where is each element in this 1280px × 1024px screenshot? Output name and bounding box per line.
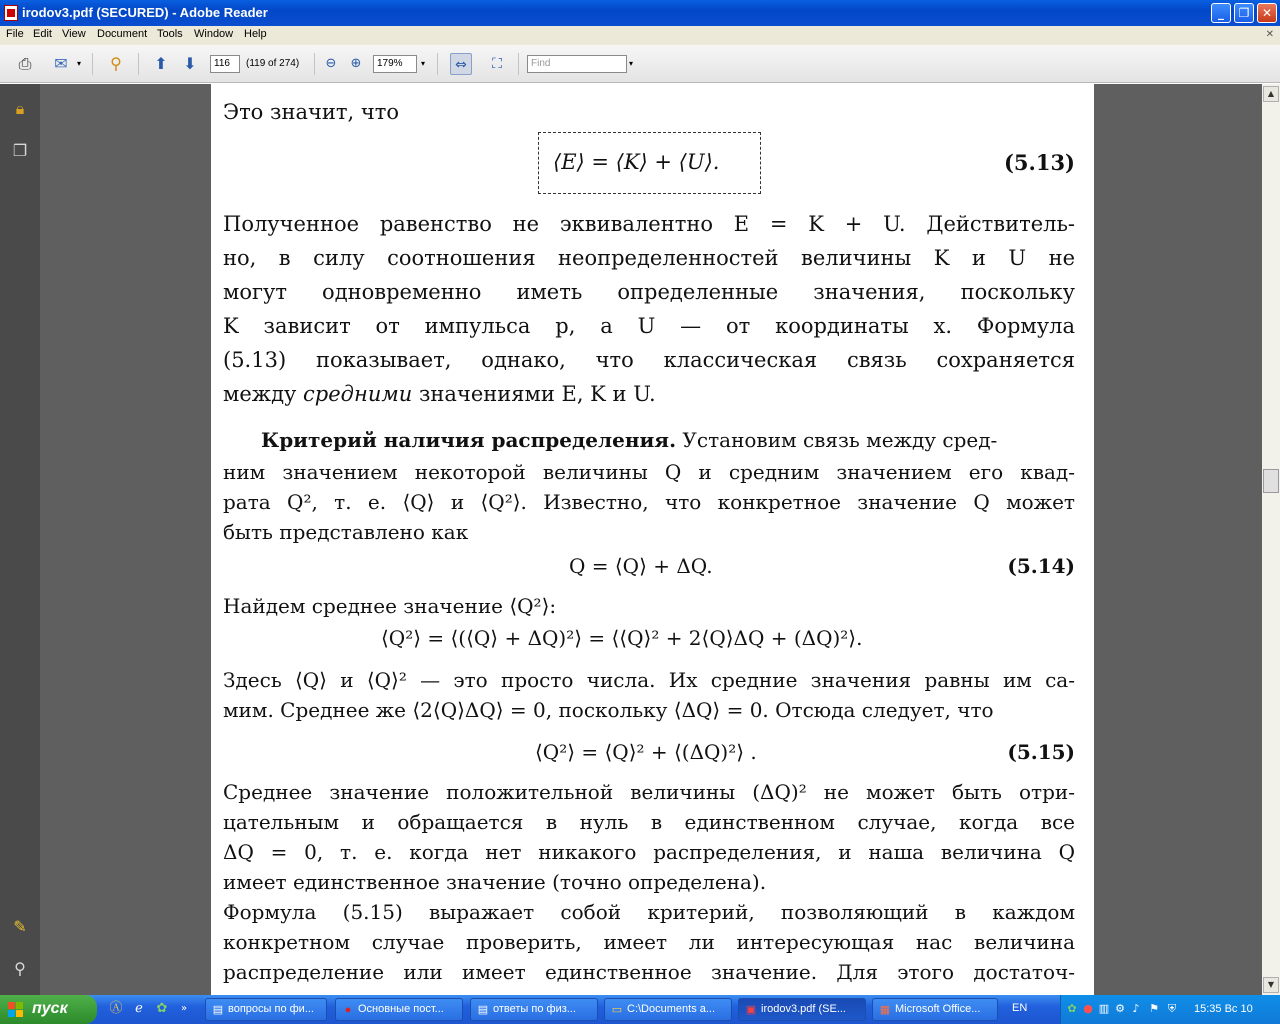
language-indicator[interactable]: EN	[1012, 1002, 1028, 1014]
ie-icon[interactable]: ℯ	[135, 1001, 143, 1016]
taskbar-item[interactable]	[335, 998, 463, 1021]
lock-icon[interactable]: 🔒︎	[15, 99, 25, 118]
toolbar-separator	[314, 53, 315, 75]
equation-5-15: ⟨Q²⟩ = ⟨Q⟩² + ⟨(ΔQ)²⟩ .	[535, 740, 757, 764]
menu-view[interactable]: View	[62, 28, 86, 40]
text-line	[223, 382, 1075, 406]
find-input[interactable]: Find	[527, 55, 627, 73]
icq-icon[interactable]: ✿	[156, 1001, 168, 1016]
menu-window[interactable]: Window	[194, 28, 234, 40]
text-span: Установим связь между сред-	[676, 428, 998, 452]
text-line: Полученное равенство не эквивалентно E = K + U. Действитель-	[223, 212, 1075, 236]
text-line: могут одновременно иметь определенные значения, поскольку	[223, 280, 1075, 304]
document-viewport[interactable]	[40, 84, 1262, 995]
menu-document[interactable]: Document	[97, 28, 148, 40]
start-label: пуск	[32, 1000, 68, 1017]
fit-width-icon[interactable]: ⇔	[450, 53, 472, 75]
attachments-icon[interactable]: ⚲	[14, 959, 26, 978]
text-line: но, в силу соотношения неопределенностей величины K и U не	[223, 246, 1075, 270]
equation-q-squared: ⟨Q²⟩ = ⟨(⟨Q⟩ + ΔQ)²⟩ = ⟨⟨Q⟩² + 2⟨Q⟩ΔQ + (ΔQ)²⟩.	[381, 626, 863, 650]
text-line: имеет единственное значение (точно определена).	[223, 870, 767, 894]
text-line: (5.13) показывает, однако, что классическая связь сохраняется	[223, 348, 1075, 372]
comments-icon[interactable]: ✎	[13, 917, 27, 936]
pages-icon[interactable]: ❐	[12, 141, 28, 160]
zoom-out-icon[interactable]: ⊖	[325, 56, 337, 71]
text-line: цательным и обращается в нуль в единственном случае, когда все	[223, 810, 1075, 834]
email-icon[interactable]: ✉	[54, 54, 68, 73]
network-icon[interactable]: ▥	[1098, 1002, 1110, 1015]
text-line: Найдем среднее значение ⟨Q²⟩:	[223, 594, 557, 618]
task-label: irodov3.pdf (SE...	[761, 1003, 846, 1015]
fit-page-icon[interactable]: ⛶	[492, 56, 502, 72]
folder-icon: ▭	[611, 1004, 623, 1016]
icq-tray-icon[interactable]: ✿	[1067, 1002, 1077, 1015]
word-icon: ▤	[212, 1004, 224, 1016]
minimize-button[interactable]: _	[1211, 3, 1231, 23]
system-tray	[1060, 995, 1280, 1024]
toolbar-separator	[437, 53, 438, 75]
text-span: между	[223, 382, 304, 406]
find-dropdown-icon[interactable]: ▾	[628, 59, 633, 68]
text-line: Это значит, что	[223, 100, 399, 124]
quick-launch-icon[interactable]: Ⓐ	[109, 1001, 123, 1016]
windows-logo-icon	[8, 1002, 24, 1018]
text-line: быть представлено как	[223, 520, 469, 544]
task-label: Основные пост...	[358, 1003, 444, 1015]
equation-number: (5.14)	[1007, 554, 1075, 578]
restore-button[interactable]: ❐	[1234, 3, 1254, 23]
more-quicklaunch-icon[interactable]: »	[180, 1003, 188, 1014]
settings-icon[interactable]: ⚙	[1115, 1002, 1125, 1015]
task-label: C:\Documents a...	[627, 1003, 716, 1015]
shield-icon[interactable]: ⛨	[1167, 1002, 1177, 1015]
equation-5-14: Q = ⟨Q⟩ + ΔQ.	[569, 554, 713, 578]
text-line: Формула (5.15) выражает собой критерий, позволяющий в каждом	[223, 900, 1075, 924]
page-count: (119 of 274)	[246, 58, 300, 69]
toolbar	[0, 45, 1280, 83]
vertical-scrollbar[interactable]	[1262, 84, 1280, 995]
italic-text: средними	[303, 382, 413, 406]
toolbar-separator	[92, 53, 93, 75]
text-line: Здесь ⟨Q⟩ и ⟨Q⟩² — это просто числа. Их средние значения равны им са-	[223, 668, 1075, 692]
opera-icon: ●	[344, 1004, 352, 1016]
search-icon[interactable]: ⚲	[110, 54, 122, 73]
office-icon: ▦	[879, 1004, 891, 1016]
menu-tools[interactable]: Tools	[157, 28, 183, 40]
scroll-up-icon[interactable]: ▲	[1263, 86, 1279, 102]
text-span: значениями E, K и U.	[412, 382, 656, 406]
menu-help[interactable]: Help	[244, 28, 267, 40]
taskbar-item[interactable]	[470, 998, 598, 1021]
text-line	[261, 428, 1075, 452]
close-button[interactable]: ✕	[1257, 3, 1277, 23]
zoom-in-icon[interactable]: ⊕	[350, 56, 362, 71]
speaker-icon[interactable]: ♪	[1132, 1002, 1140, 1015]
taskbar-item[interactable]	[205, 998, 327, 1021]
section-heading: Критерий наличия распределения.	[261, 428, 677, 452]
next-page-icon[interactable]: ⬇	[183, 54, 197, 73]
toolbar-separator	[518, 53, 519, 75]
task-label: вопросы по фи...	[228, 1003, 314, 1015]
zoom-input[interactable]: 179%	[373, 55, 417, 73]
adobe-reader-icon	[4, 5, 18, 21]
task-label: Microsoft Office...	[895, 1003, 981, 1015]
text-line: распределение или имеет единственное значение. Для этого достаточ-	[223, 960, 1075, 984]
clock[interactable]: 15:35 Вс 10	[1194, 1003, 1253, 1015]
text-line: конкретном случае проверить, имеет ли интересующая нас величина	[223, 930, 1075, 954]
zoom-dropdown-icon[interactable]: ▾	[420, 59, 425, 68]
page-number-input[interactable]: 116	[210, 55, 240, 73]
taskbar-item[interactable]	[604, 998, 732, 1021]
menu-edit[interactable]: Edit	[33, 28, 52, 40]
navigation-panel	[0, 84, 40, 995]
text-line: ΔQ = 0, т. е. когда нет никакого распределения, и наша величина Q	[223, 840, 1075, 864]
text-line: K зависит от импульса p, а U — от координаты x. Формула	[223, 314, 1075, 338]
menu-close-icon[interactable]: ✕	[1265, 29, 1274, 40]
task-label: ответы по физ...	[493, 1003, 576, 1015]
scroll-thumb[interactable]	[1263, 469, 1279, 493]
menu-bar	[0, 26, 1280, 45]
pdf-page	[211, 84, 1094, 995]
taskbar-item-active[interactable]	[738, 998, 866, 1021]
text-line: ним значением некоторой величины Q и средним значением его квад-	[223, 460, 1075, 484]
toolbar-separator	[138, 53, 139, 75]
previous-page-icon[interactable]: ⬆	[154, 54, 168, 73]
word-icon: ▤	[477, 1004, 489, 1016]
equation-5-13: ⟨E⟩ = ⟨K⟩ + ⟨U⟩.	[553, 150, 720, 174]
window-title: irodov3.pdf (SECURED) - Adobe Reader	[22, 5, 268, 20]
print-icon[interactable]: ⎙	[18, 54, 32, 73]
text-line: Среднее значение положительной величины (ΔQ)² не может быть отри-	[223, 780, 1075, 804]
window-titlebar[interactable]	[0, 0, 1280, 26]
start-button[interactable]	[0, 995, 97, 1024]
pdf-icon: ▣	[745, 1004, 757, 1016]
menu-file[interactable]: File	[6, 28, 24, 40]
scroll-down-icon[interactable]: ▼	[1263, 977, 1279, 993]
opera-tray-icon[interactable]: ●	[1083, 1002, 1093, 1015]
text-line: рата Q², т. е. ⟨Q⟩ и ⟨Q²⟩. Известно, что конкретное значение Q может	[223, 490, 1075, 514]
taskbar	[0, 995, 1280, 1024]
equation-number: (5.13)	[1003, 150, 1075, 175]
equation-number: (5.15)	[1007, 740, 1075, 764]
email-dropdown-icon[interactable]: ▾	[76, 59, 81, 68]
text-line: мим. Среднее же ⟨2⟨Q⟩ΔQ⟩ = 0, поскольку ⟨ΔQ⟩ = 0. Отсюда следует, что	[223, 698, 994, 722]
taskbar-item[interactable]	[872, 998, 998, 1021]
flag-icon[interactable]: ⚑	[1149, 1002, 1159, 1015]
